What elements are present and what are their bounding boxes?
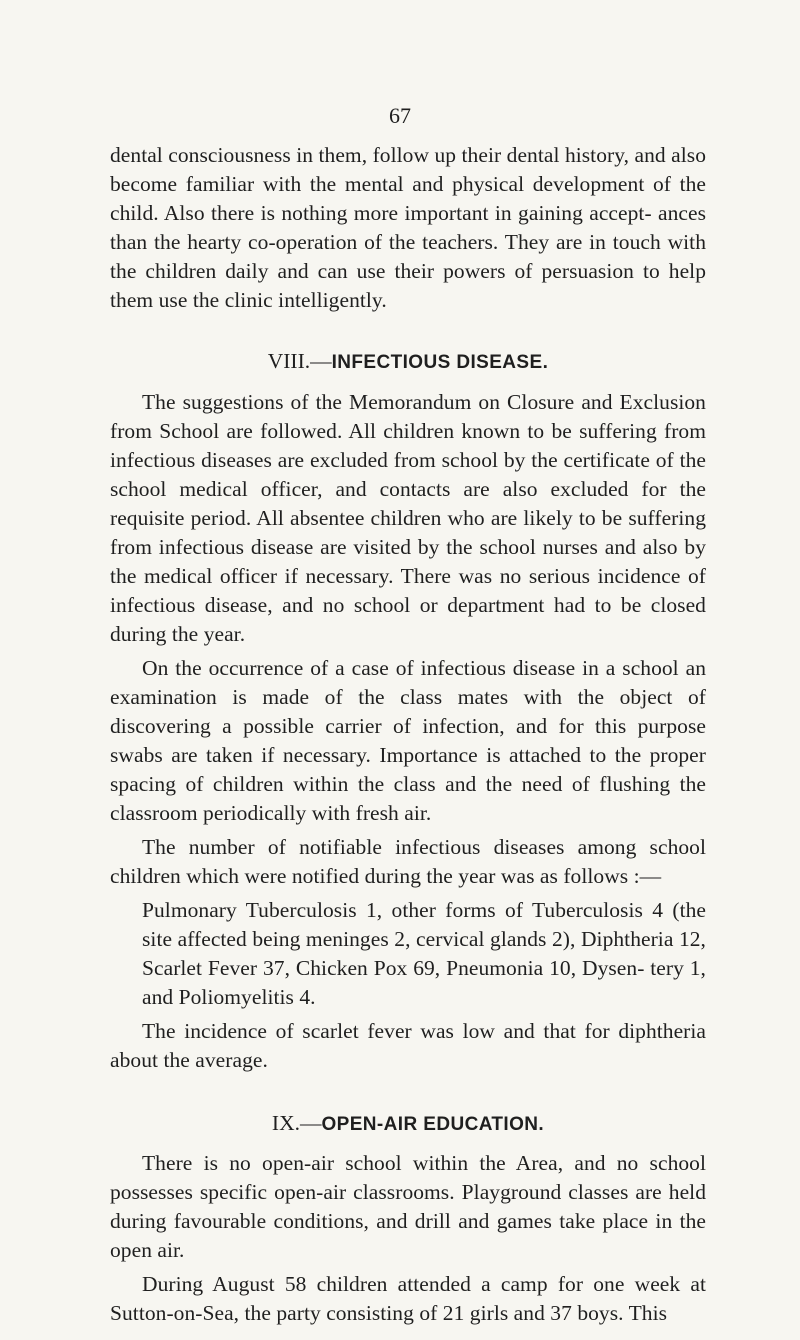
section-title: OPEN-AIR EDUCATION.: [321, 1114, 545, 1135]
section-title: INFECTIOUS DISEASE.: [331, 352, 549, 373]
page-body: [110, 141, 706, 1328]
section-number: VIII.—: [267, 349, 332, 373]
page-number: 67: [389, 103, 411, 128]
section-heading-open-air-education: [110, 1109, 706, 1139]
paragraph-exclusion: The suggestions of the Memorandum on Closure and Exclusion from School are followed. All children known to be suffering from infectious diseases are excluded from school by the certificate of the school medical officer, and contacts are also excluded for the requisite period. All absentee children who are likely to be suffering from infectious disease are visited by the school nurses and also by the medical officer if necessary. There was no serious incidence of infectious disease, and no school or department had to be closed during the year.: [110, 390, 706, 646]
paragraph-carrier-examination: On the occurrence of a case of infectious disease in a school an examination is made of the class mates with the object of discovering a possible carrier of infection, and for this purpose swabs are taken if necessary. Importance is attached to the proper spacing of children within the class and the need of flushing the classroom periodically with fresh air.: [110, 656, 706, 825]
paragraph-camp: During August 58 children attended a camp for one week at Sutton-on-Sea, the party consisting of 21 girls and 37 boys. This: [110, 1272, 706, 1325]
paragraph-open-air-school: There is no open-air school within the Area, and no school possesses specific open-air classrooms. Playground classes are held during favourable conditions, and drill and games take place in the open air.: [110, 1151, 706, 1262]
section-heading-infectious-disease: [110, 347, 706, 377]
paragraph-notifiable-diseases: The number of notifiable infectious diseases among school children which were notified during the year was as follows :—: [110, 835, 706, 888]
section-number: IX.—: [271, 1111, 322, 1135]
continued-paragraph: dental consciousness in them, follow up their dental history, and also become familiar with the mental and physical development of the child. Also there is nothing more important in gaining accept- ances than the hearty co-operation of the teachers. They are in touch with the children daily and can use their powers of persuasion to help them use the clinic intelligently.: [110, 143, 706, 312]
paragraph-incidence: The incidence of scarlet fever was low and that for diphtheria about the average.: [110, 1019, 706, 1072]
disease-counts-list: Pulmonary Tuberculosis 1, other forms of Tuberculosis 4 (the site affected being meninges 2, cervical glands 2), Diphtheria 12, Scarlet Fever 37, Chicken Pox 69, Pneumonia 10, Dysen- tery 1, and Poliomyelitis 4.: [142, 898, 706, 1009]
